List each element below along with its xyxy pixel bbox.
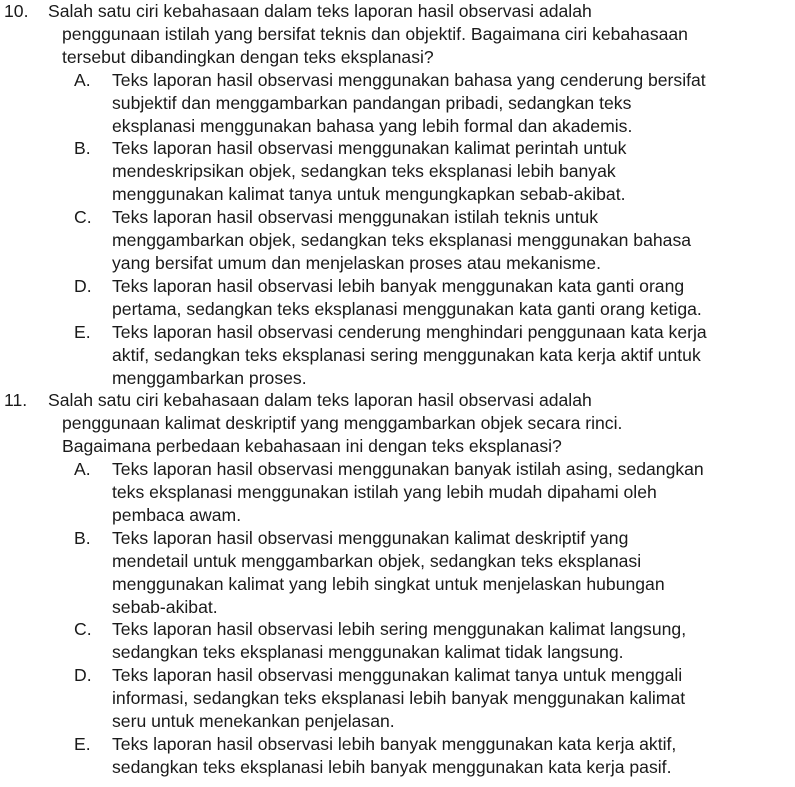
question-stem	[48, 389, 792, 412]
question-stem-continued	[62, 23, 792, 69]
document-page	[4, 0, 792, 779]
option-text-line: pembaca awam.	[112, 504, 242, 525]
option-text-line: Teks laporan hasil observasi cenderung menghindari penggunaan kata kerja	[112, 321, 707, 342]
option-text-line: eksplanasi menggunakan bahasa yang lebih formal dan akademis.	[112, 115, 633, 136]
question-stem-line: Salah satu ciri kebahasaan dalam teks laporan hasil observasi adalah	[48, 390, 592, 411]
question-stem-line: Salah satu ciri kebahasaan dalam teks laporan hasil observasi adalah	[48, 1, 592, 21]
question-stem-line: Bagaimana perbedaan kebahasaan ini dengan teks eksplanasi?	[62, 436, 562, 457]
option-text-line: menggambarkan objek, sedangkan teks eksplanasi menggunakan bahasa	[112, 230, 692, 251]
option-c[interactable]	[74, 206, 792, 275]
option-text-line: sedangkan teks eksplanasi lebih banyak menggunakan kata kerja pasif.	[112, 756, 672, 777]
option-b[interactable]	[74, 527, 792, 619]
option-e[interactable]	[74, 733, 792, 779]
option-text-line: Teks laporan hasil observasi lebih sering menggunakan kalimat langsung,	[112, 619, 687, 640]
option-a[interactable]	[74, 69, 792, 138]
option-letter: B.	[74, 527, 91, 548]
option-letter: C.	[74, 619, 92, 640]
option-letter: D.	[74, 665, 92, 686]
option-text-line: Teks laporan hasil observasi menggunakan istilah teknis untuk	[112, 207, 599, 228]
question-number: 11.	[4, 390, 28, 411]
option-text	[112, 275, 792, 321]
option-e[interactable]	[74, 321, 792, 390]
option-text	[112, 618, 792, 664]
option-letter: D.	[74, 275, 92, 296]
question-number: 10.	[4, 1, 29, 21]
options-list	[4, 69, 792, 390]
option-letter: C.	[74, 207, 92, 228]
option-text-line: aktif, sedangkan teks eksplanasi sering menggunakan kata kerja aktif untuk	[112, 344, 701, 365]
option-d[interactable]	[74, 664, 792, 733]
options-list	[4, 458, 792, 779]
option-text	[112, 733, 792, 779]
option-text	[112, 527, 792, 619]
option-text-line: mendeskripsikan objek, sedangkan teks eksplanasi lebih banyak	[112, 161, 616, 182]
option-letter: B.	[74, 138, 91, 159]
option-text-line: Teks laporan hasil observasi menggunakan kalimat perintah untuk	[112, 138, 627, 159]
option-text-line: subjektif dan menggambarkan pandangan pribadi, sedangkan teks	[112, 92, 632, 113]
option-text-line: mendetail untuk menggambarkan objek, sedangkan teks eksplanasi	[112, 550, 642, 571]
option-b[interactable]	[74, 137, 792, 206]
question-stem-line: penggunaan istilah yang bersifat teknis dan objektif. Bagaimana ciri kebahasaan	[62, 23, 688, 44]
option-text-line: Teks laporan hasil observasi menggunakan bahasa yang cenderung bersifat	[112, 69, 706, 90]
question-stem-line: penggunaan kalimat deskriptif yang menggambarkan objek secara rinci.	[62, 413, 623, 434]
question-10	[4, 0, 792, 389]
option-text	[112, 321, 792, 390]
option-text-line: menggunakan kalimat tanya untuk mengungkapkan sebab-akibat.	[112, 184, 626, 205]
option-text-line: pertama, sedangkan teks eksplanasi menggunakan kata ganti orang ketiga.	[112, 298, 702, 319]
option-text	[112, 137, 792, 206]
option-text	[112, 69, 792, 138]
option-text	[112, 206, 792, 275]
option-text-line: Teks laporan hasil observasi menggunakan kalimat deskriptif yang	[112, 527, 629, 548]
option-a[interactable]	[74, 458, 792, 527]
option-text	[112, 664, 792, 733]
option-text-line: menggunakan kalimat yang lebih singkat untuk menjelaskan hubungan	[112, 573, 665, 594]
option-text-line: Teks laporan hasil observasi lebih banyak menggunakan kata kerja aktif,	[112, 734, 677, 754]
option-d[interactable]	[74, 275, 792, 321]
option-text-line: sebab-akibat.	[112, 596, 218, 617]
option-text-line: sedangkan teks eksplanasi menggunakan kalimat tidak langsung.	[112, 642, 624, 663]
option-text-line: Teks laporan hasil observasi menggunakan banyak istilah asing, sedangkan	[112, 459, 704, 480]
option-text-line: menggambarkan proses.	[112, 367, 307, 388]
option-letter: A.	[74, 69, 91, 90]
question-11	[4, 389, 792, 778]
option-text-line: yang bersifat umum dan menjelaskan proses atau mekanisme.	[112, 252, 601, 273]
question-stem	[48, 0, 792, 23]
option-letter: E.	[74, 734, 91, 754]
option-letter: A.	[74, 459, 91, 480]
option-letter: E.	[74, 321, 91, 342]
question-stem-continued	[62, 412, 792, 458]
question-stem-line: tersebut dibandingkan dengan teks eksplanasi?	[62, 46, 434, 67]
option-text-line: Teks laporan hasil observasi menggunakan kalimat tanya untuk menggali	[112, 665, 683, 686]
option-text-line: informasi, sedangkan teks eksplanasi lebih banyak menggunakan kalimat	[112, 688, 686, 709]
option-text	[112, 458, 792, 527]
option-c[interactable]	[74, 618, 792, 664]
option-text-line: teks eksplanasi menggunakan istilah yang lebih mudah dipahami oleh	[112, 482, 657, 503]
option-text-line: Teks laporan hasil observasi lebih banyak menggunakan kata ganti orang	[112, 275, 685, 296]
option-text-line: seru untuk menekankan penjelasan.	[112, 711, 395, 732]
